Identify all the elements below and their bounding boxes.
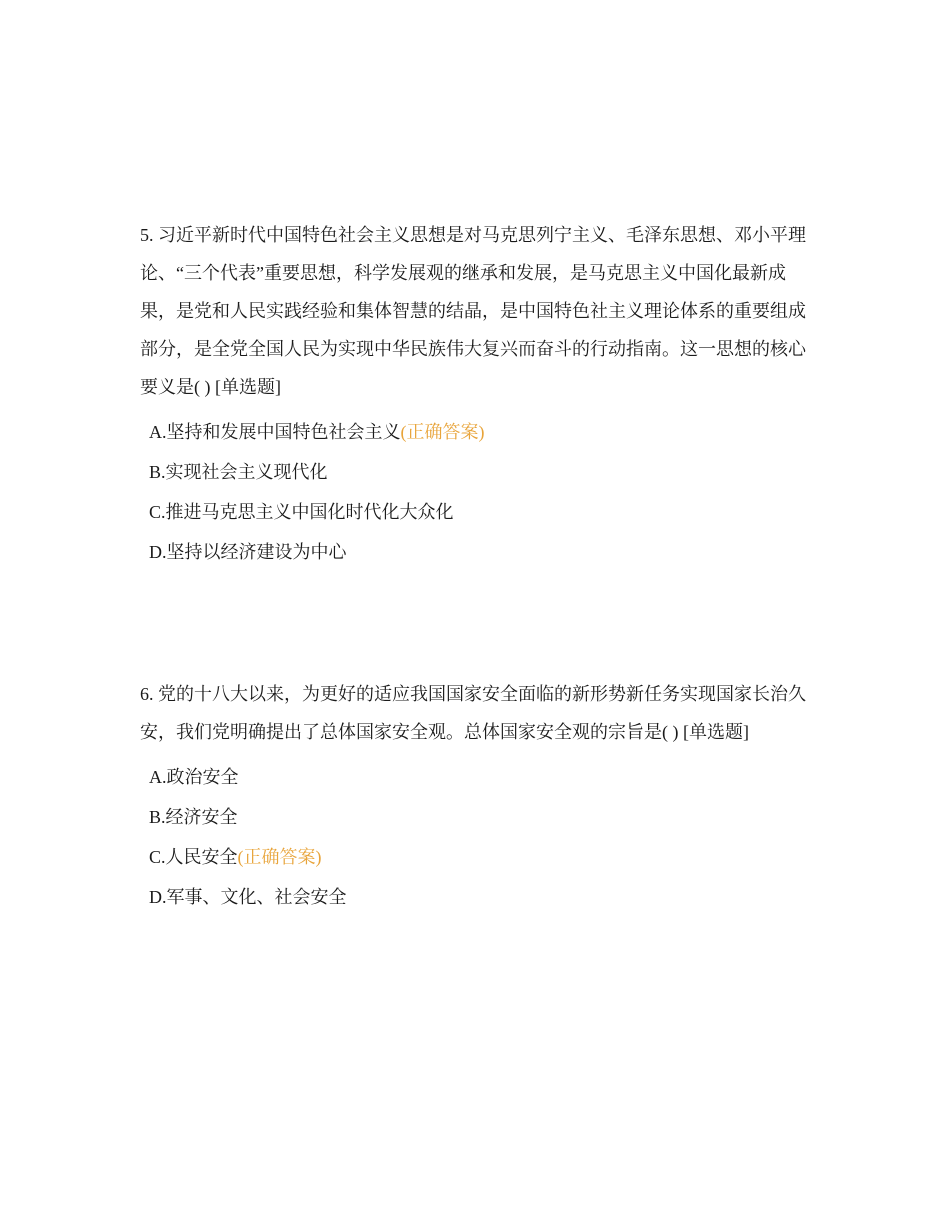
question-6 [140, 675, 812, 917]
option-text: C.人民安全 [149, 847, 238, 867]
option-c[interactable] [149, 837, 812, 877]
question-stem: 5. 习近平新时代中国特色社会主义思想是对马克思列宁主义、毛泽东思想、邓小平理论、“三个代表”重要思想，科学发展观的继承和发展，是马克思主义中国化最新成果，是党和人民实践经验和集体智慧的结晶，是中国特色社主义理论体系的重要组成部分，是全党全国人民为实现中华民族伟大复兴而奋斗的行动指南。这一思想的核心要义是( ) [单选题] [140, 225, 806, 397]
option-a[interactable] [149, 757, 812, 797]
option-list [140, 412, 812, 572]
option-b[interactable] [149, 452, 812, 492]
question-stem: 6. 党的十八大以来，为更好的适应我国国家安全面临的新形势新任务实现国家长治久安，我们党明确提出了总体国家安全观。总体国家安全观的宗旨是( ) [单选题] [140, 684, 806, 742]
option-c[interactable] [149, 492, 812, 532]
option-d[interactable] [149, 532, 812, 572]
option-text: B.实现社会主义现代化 [149, 462, 328, 482]
option-d[interactable] [149, 877, 812, 917]
option-b[interactable] [149, 797, 812, 837]
correct-answer-mark: (正确答案) [400, 422, 485, 442]
option-text: B.经济安全 [149, 807, 238, 827]
option-text: A.坚持和发展中国特色社会主义 [149, 422, 401, 442]
option-list [140, 757, 812, 917]
option-text: D.军事、文化、社会安全 [149, 887, 347, 907]
option-text: D.坚持以经济建设为中心 [149, 542, 347, 562]
correct-answer-mark: (正确答案) [237, 847, 322, 867]
option-text: A.政治安全 [149, 767, 239, 787]
question-5 [140, 216, 812, 572]
option-a[interactable] [149, 412, 812, 452]
option-text: C.推进马克思主义中国化时代化大众化 [149, 502, 454, 522]
